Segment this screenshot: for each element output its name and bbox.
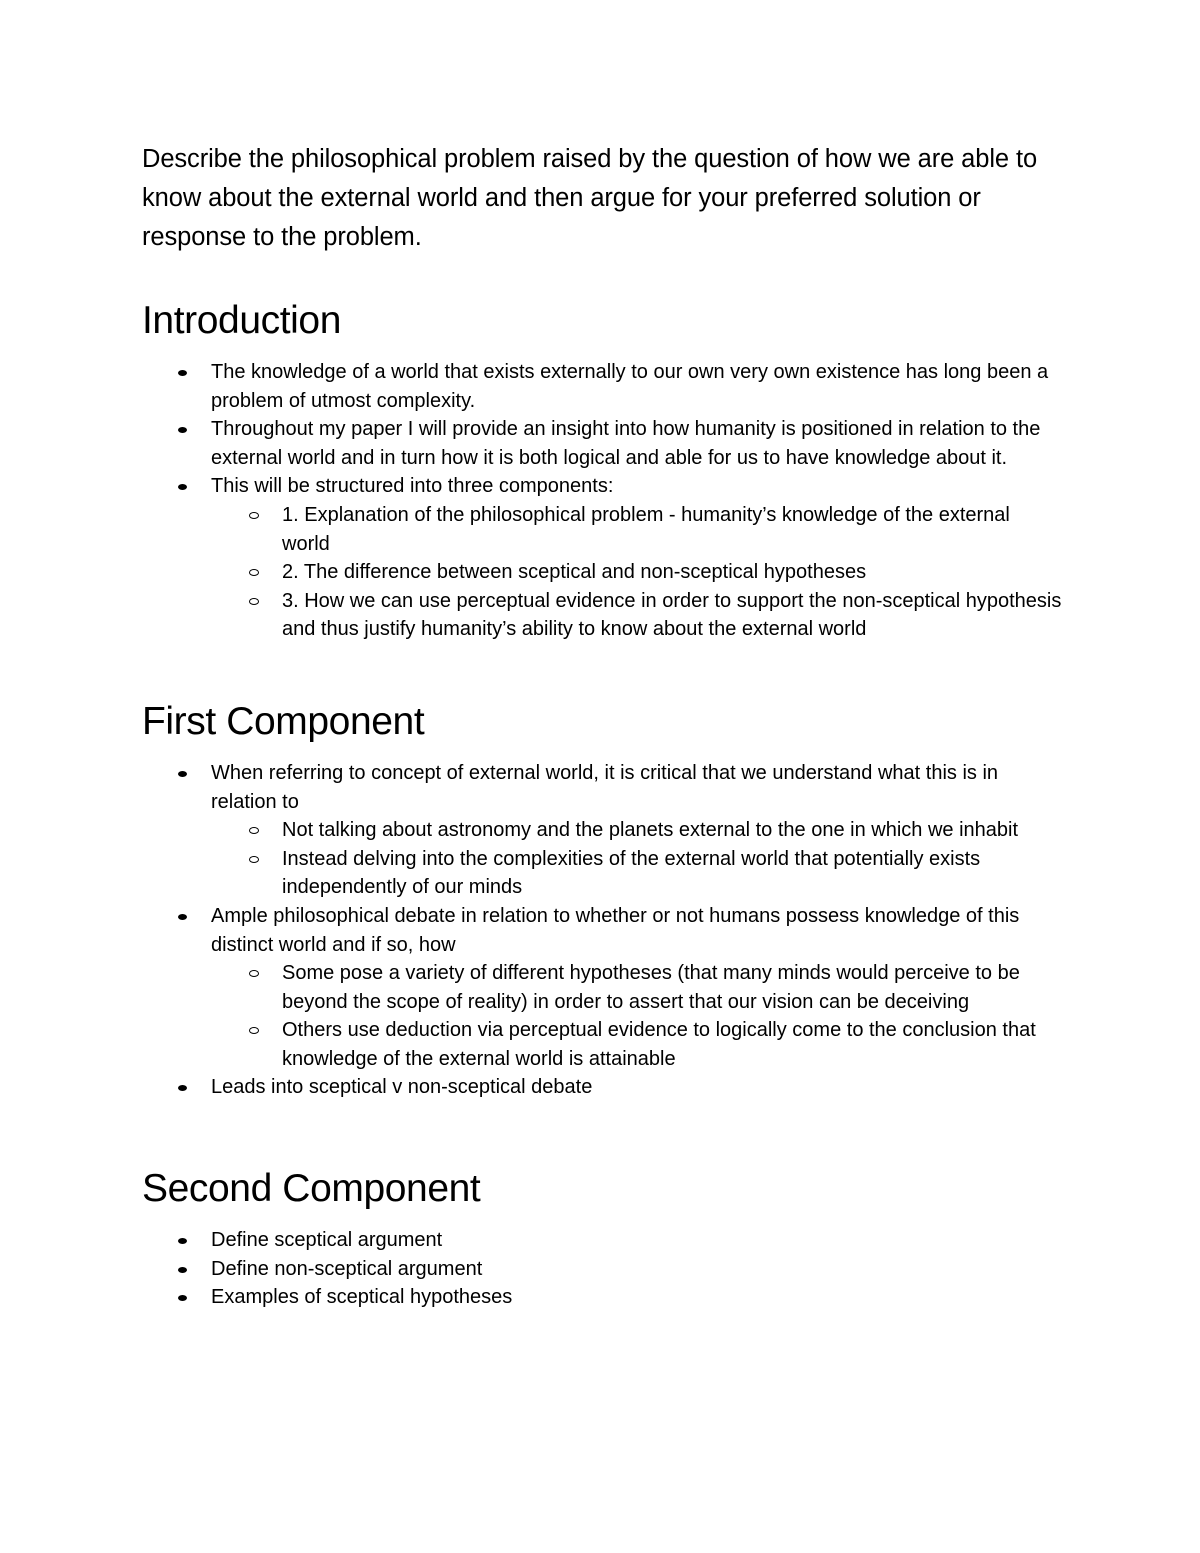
- hollow-bullet-icon: [249, 970, 259, 977]
- sub-list-item: [282, 845, 1062, 902]
- list-item-text: Examples of sceptical hypotheses: [211, 1286, 513, 1309]
- section-heading-second-component: Second Component: [142, 1167, 481, 1211]
- hollow-bullet-icon: [249, 598, 259, 605]
- bullet-icon: [178, 1295, 187, 1301]
- hollow-bullet-icon: [249, 1027, 259, 1034]
- bullet-icon: [178, 1267, 187, 1273]
- document-body: [142, 140, 1062, 1312]
- introduction-list: [142, 358, 1062, 644]
- sub-list: [211, 816, 1062, 902]
- bullet-icon: [178, 1085, 187, 1091]
- sub-list-item: [282, 501, 1062, 558]
- sub-list-item: [282, 959, 1062, 1016]
- sub-list-item: [282, 558, 1062, 587]
- list-item: [211, 358, 1062, 415]
- list-item-text: The knowledge of a world that exists externally to our own very own existence has long been a problem of utmost complexity.: [211, 361, 1049, 412]
- list-item-text: Define non-sceptical argument: [211, 1257, 483, 1280]
- list-item: [211, 415, 1062, 472]
- sub-list-item-text: 3. How we can use perceptual evidence in order to support the non-sceptical hypothesis and thus justify humanity’s ability to know about the external world: [282, 589, 1062, 641]
- list-item: [211, 1226, 1062, 1255]
- section-heading-first-component: First Component: [142, 699, 425, 743]
- list-item-text: Throughout my paper I will provide an insight into how humanity is positioned in relation to the external world and in turn how it is both logical and able for us to have knowledge about it.: [211, 418, 1041, 469]
- hollow-bullet-icon: [249, 569, 259, 576]
- sub-list-item: [282, 587, 1062, 644]
- sub-list-item-text: Some pose a variety of different hypotheses (that many minds would perceive to be beyond the scope of reality) in order to assert that our vision can be deceiving: [282, 962, 1020, 1013]
- list-item: [211, 759, 1062, 902]
- list-item: [211, 1255, 1062, 1284]
- hollow-bullet-icon: [249, 856, 259, 863]
- sub-list-item: [282, 1016, 1062, 1073]
- sub-list-item-text: Others use deduction via perceptual evidence to logically come to the conclusion that knowledge of the external world is attainable: [282, 1019, 1036, 1070]
- sub-list: [211, 501, 1062, 644]
- list-item: [211, 1283, 1062, 1312]
- bullet-icon: [178, 914, 187, 920]
- sub-list-item-text: Not talking about astronomy and the planets external to the one in which we inhabit: [282, 819, 1019, 842]
- sub-list-item: [282, 816, 1062, 845]
- first-component-list: [142, 759, 1062, 1102]
- bullet-icon: [178, 771, 187, 777]
- sub-list-item-text: Instead delving into the complexities of the external world that potentially exists independently of our minds: [282, 847, 981, 899]
- list-item-text: Leads into sceptical v non-sceptical debate: [211, 1076, 593, 1099]
- sub-list-item-text: 2. The difference between sceptical and non-sceptical hypotheses: [282, 561, 867, 584]
- bullet-icon: [178, 427, 187, 433]
- bullet-icon: [178, 484, 187, 490]
- bullet-icon: [178, 370, 187, 376]
- list-item: [211, 1073, 1062, 1102]
- second-component-list: [142, 1226, 1062, 1312]
- list-item-text: Define sceptical argument: [211, 1229, 443, 1252]
- section-heading-introduction: Introduction: [142, 299, 341, 342]
- hollow-bullet-icon: [249, 512, 259, 519]
- bullet-icon: [178, 1238, 187, 1244]
- essay-question: Describe the philosophical problem raised by the question of how we are able to know about the external world and then argue for your preferred solution or response to the problem.: [142, 145, 1038, 251]
- list-item: [211, 902, 1062, 1074]
- list-item-text: This will be structured into three components:: [211, 475, 614, 498]
- hollow-bullet-icon: [249, 827, 259, 834]
- list-item: [211, 472, 1062, 644]
- sub-list: [211, 959, 1062, 1073]
- list-item-text: Ample philosophical debate in relation to whether or not humans possess knowledge of this distinct world and if so, how: [211, 904, 1020, 956]
- list-item-text: When referring to concept of external world, it is critical that we understand what this is in relation to: [211, 761, 999, 813]
- sub-list-item-text: 1. Explanation of the philosophical problem - humanity’s knowledge of the external world: [282, 503, 1010, 555]
